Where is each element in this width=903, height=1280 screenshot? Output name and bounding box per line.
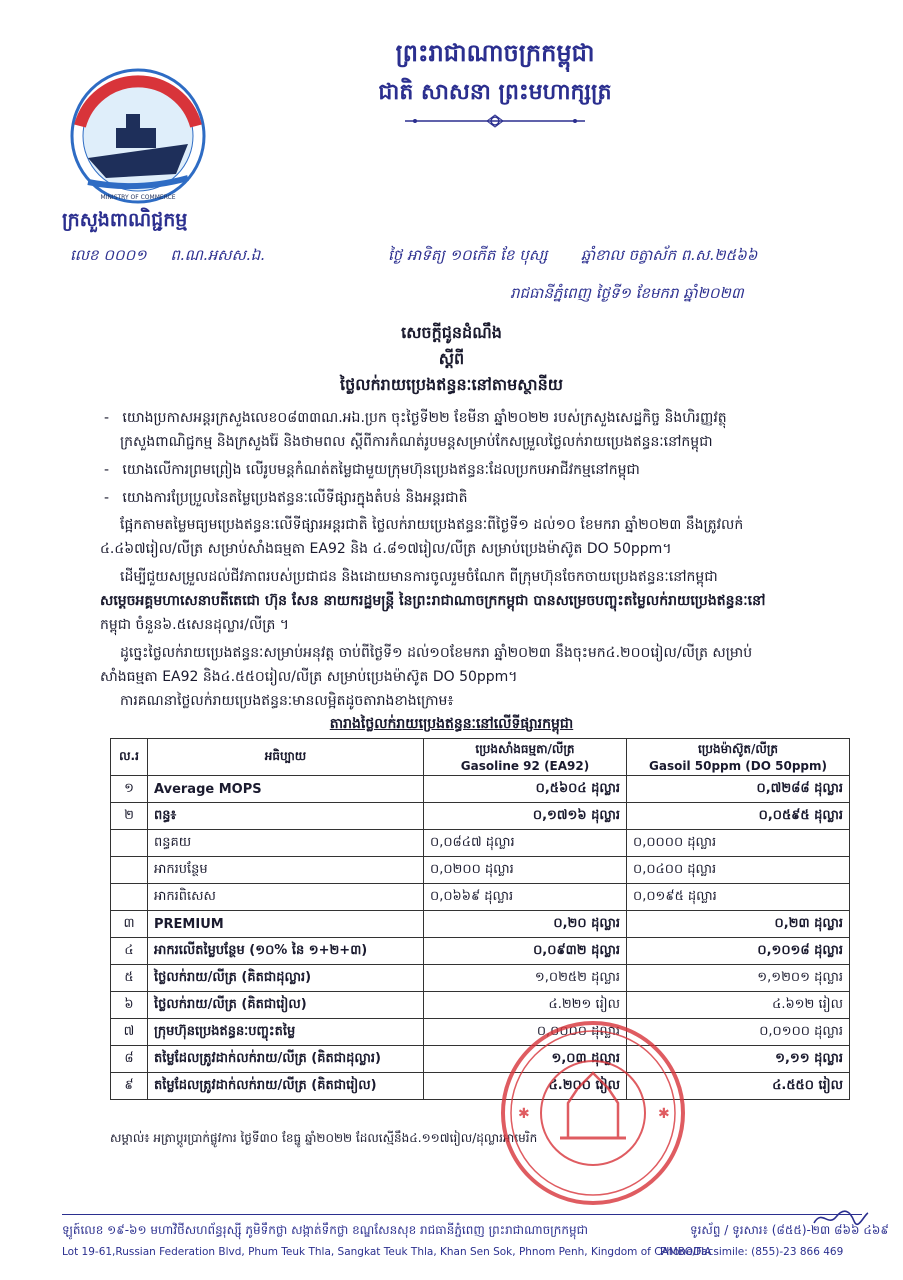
header-no: ល.រ: [111, 739, 148, 776]
row-no: ៤: [111, 938, 148, 965]
row-gasoline: ៤.២២១ រៀល: [424, 992, 627, 1019]
row-desc: ពន្ធ៖: [148, 803, 424, 830]
table-row: [111, 803, 850, 830]
row-diesel: ១,១១ ដុល្លារ: [627, 1046, 850, 1073]
bullet-item: - យោងប្រកាសអន្តរក្រសួងលេខ០៨៣៣ណ.អឯ.ប្រក ចុះថ្ងៃទី២២ ខែមីនា ឆ្នាំ២០២២ របស់ក្រសួងសេដ្ឋកិច្ច និងហិរញ្ញវត្ថុ: [104, 410, 727, 426]
row-no: ៣: [111, 911, 148, 938]
lunar-date: ថ្ងៃ អាទិត្យ ១០កើត ខែ បុស្ស ឆ្នាំខាល ចត្វាស័ក ព.ស.២៥៦៦: [388, 246, 758, 264]
table-row: [111, 1046, 850, 1073]
row-diesel: ០,០១៩៥ ដុល្លារ: [627, 884, 850, 911]
row-diesel: ០,០១០០ ដុល្លារ: [627, 1019, 850, 1046]
row-gasoline: ៤.២០០ រៀល: [424, 1073, 627, 1100]
ministry-logo: [68, 66, 208, 206]
row-diesel: ៤.៥៥០ រៀល: [627, 1073, 850, 1100]
footer-address-kh: ឡូត៍លេខ ១៩-៦១ មហាវិថីសហព័ន្ធរុស្ស៊ី ភូមិទឹកថ្លា សង្កាត់ទឹកថ្លា ខណ្ឌសែនសុខ រាជធានីភ្នំពេញ ព្រះរាជាណាចក្រកម្ពុជា: [62, 1223, 589, 1237]
row-gasoline: ០,០៨៤៧ ដុល្លារ: [424, 830, 627, 857]
notice-subject-label: ស្ដីពី: [438, 349, 465, 368]
footer-phone-en: Phone/Facsimile: (855)-23 866 469: [660, 1246, 844, 1258]
row-desc: Average MOPS: [148, 776, 424, 803]
row-no: ២: [111, 803, 148, 830]
row-diesel: ០,១០១៨ ដុល្លារ: [627, 938, 850, 965]
table-row: [111, 911, 850, 938]
paragraph-line-bold: សម្ដេចអគ្គមហាសេនាបតីតេជោ ហ៊ុន សែន នាយករដ្ឋមន្ត្រី នៃព្រះរាជាណាចក្រកម្ពុជា បានសម្រេចបញ្ចុះតម្លៃលក់រាយប្រេងឥន្ធនៈនៅ: [100, 593, 766, 609]
row-gasoline: ០,០៦៦៩ ដុល្លារ: [424, 884, 627, 911]
row-desc: អាករពិសេស: [148, 884, 424, 911]
ministry-name: ក្រសួងពាណិជ្ជកម្ម: [62, 209, 188, 231]
footer-address-en: Lot 19-61,Russian Federation Blvd, Phum Teuk Thla, Sangkat Teuk Thla, Khan Sen Sok, Phnom Penh, Kingdom of CAMBODIA: [62, 1246, 712, 1258]
row-desc: ពន្ធគយ: [148, 830, 424, 857]
paragraph-line: ការគណនាថ្លៃលក់រាយប្រេងឥន្ធនៈមានលម្អិតដូចតារាងខាងក្រោម៖: [120, 693, 454, 709]
row-diesel: ០,០៥៩៥ ដុល្លារ: [627, 803, 850, 830]
row-desc: ថ្លៃលក់រាយ/លីត្រ (គិតជាដុល្លារ): [148, 965, 424, 992]
bullet-item: - យោងការប្រែប្រួលនៃតម្លៃប្រេងឥន្ធនៈលើទីផ្សារក្នុងតំបន់ និងអន្តរជាតិ: [104, 490, 468, 506]
row-no: ៦: [111, 992, 148, 1019]
table-row: [111, 938, 850, 965]
kingdom-heading: ព្រះរាជាណាចក្រកម្ពុជា: [395, 39, 595, 67]
footer-divider: [62, 1214, 862, 1215]
row-gasoline: ០,៥៦០៤ ដុល្លារ: [424, 776, 627, 803]
row-gasoline: ០,០៩៣២ ដុល្លារ: [424, 938, 627, 965]
row-no: ៩: [111, 1073, 148, 1100]
row-gasoline: ១,០២៥២ ដុល្លារ: [424, 965, 627, 992]
svg-text:✱: ✱: [658, 1106, 670, 1122]
row-no: ៧: [111, 1019, 148, 1046]
table-row: [111, 776, 850, 803]
notice-subject: ថ្លៃលក់រាយប្រេងឥន្ធនៈនៅតាមស្ថានីយ: [340, 375, 563, 394]
row-no: [111, 884, 148, 911]
row-desc: PREMIUM: [148, 911, 424, 938]
row-desc: តម្លៃដែលត្រូវដាក់លក់រាយ/លីត្រ (គិតជារៀល): [148, 1073, 424, 1100]
row-gasoline: ០,០២០០ ដុល្លារ: [424, 857, 627, 884]
footer-phone-kh: ទូរស័ព្ទ / ទូរសារ៖ (៨៥៥)-២៣ ៨៦៦ ៤៦៩: [690, 1223, 889, 1237]
row-diesel: ០,០០០០ ដុល្លារ: [627, 830, 850, 857]
ornament-divider: [395, 114, 595, 128]
price-table: [110, 738, 850, 1100]
official-stamp: [498, 1018, 688, 1208]
row-desc: ក្រុមហ៊ុនប្រេងឥន្ធនៈបញ្ចុះតម្លៃ: [148, 1019, 424, 1046]
paragraph-line: កម្ពុជា ចំនួន៦.៥សេនដុល្លារ/លីត្រ ។: [100, 617, 290, 633]
row-gasoline: ០,០០០០ ដុល្លារ: [424, 1019, 627, 1046]
paragraph-line: ផ្អែកតាមតម្លៃមធ្យមប្រេងឥន្ធនៈលើទីផ្សារអន្តរជាតិ ថ្លៃលក់រាយប្រេងឥន្ធនៈពីថ្ងៃទី១ ដល់១០ ខែមករា ឆ្នាំ២០២៣ នឹងត្រូវលក់: [120, 517, 744, 533]
row-desc: ថ្លៃលក់រាយ/លីត្រ (គិតជារៀល): [148, 992, 424, 1019]
table-row: [111, 884, 850, 911]
bullet-item: - យោងលើការព្រមព្រៀង លើរូបមន្តកំណត់តម្លៃជាមួយក្រុមហ៊ុនប្រេងឥន្ធនៈដែលប្រកបអាជីវកម្មនៅកម្ពុជា: [104, 462, 640, 478]
row-no: [111, 857, 148, 884]
table-header-row: [111, 739, 850, 776]
table-row: [111, 830, 850, 857]
row-no: [111, 830, 148, 857]
row-diesel: ១,១២០១ ដុល្លារ: [627, 965, 850, 992]
reference-number: លេខ ០០០១ ព.ណ.អសស.ឯ.: [70, 246, 265, 264]
row-desc: តម្លៃដែលត្រូវដាក់លក់រាយ/លីត្រ (គិតជាដុល្លារ): [148, 1046, 424, 1073]
svg-text:✱: ✱: [518, 1106, 530, 1122]
place-date: រាជធានីភ្នំពេញ ថ្ងៃទី១ ខែមករា ឆ្នាំ២០២៣: [510, 284, 744, 302]
paragraph-line: ដើម្បីជួយសម្រួលដល់ជីវភាពរបស់ប្រជាជន និងដោយមានការចូលរួមចំណែក ពីក្រុមហ៊ុនចែកចាយប្រេងឥន្ធនៈនៅកម្ពុជា: [120, 569, 718, 585]
table-row: [111, 857, 850, 884]
bullet-item-cont: ក្រសួងពាណិជ្ជកម្ម និងក្រសួងរ៉ែ និងថាមពល ស្ដីពីការកំណត់រូបមន្តសម្រាប់កែសម្រួលថ្លៃលក់រាយប្រេងឥន្ធនៈនៅកម្ពុជា: [120, 434, 713, 450]
header-diesel: ប្រេងម៉ាស៊ូត/លីត្រ Gasoil 50ppm (DO 50ppm): [627, 739, 850, 776]
row-diesel: ៤.៦១២ រៀល: [627, 992, 850, 1019]
row-diesel: ០,៧២៨៨ ដុល្លារ: [627, 776, 850, 803]
row-no: ៥: [111, 965, 148, 992]
row-no: ១: [111, 776, 148, 803]
exchange-rate-note: សម្គាល់៖ អត្រាប្ដូរប្រាក់ផ្លូវការ ថ្ងៃទី៣០ ខែធ្នូ ឆ្នាំ២០២២ ដែលស្មើនឹង៤.១១៧រៀល/ដុល្លារអាមេរិក: [110, 1131, 538, 1145]
paragraph-line: ដូច្នេះថ្លៃលក់រាយប្រេងឥន្ធនៈសម្រាប់អនុវត្ត ចាប់ពីថ្ងៃទី១ ដល់១០ខែមករា ឆ្នាំ២០២៣ នឹងចុះមក៤.២០០រៀល/លីត្រ សម្រាប់: [120, 645, 753, 661]
national-motto: ជាតិ សាសនា ព្រះមហាក្សត្រ: [378, 80, 612, 105]
row-gasoline: ០,១៧១៦ ដុល្លារ: [424, 803, 627, 830]
notice-title: សេចក្ដីជូនដំណឹង: [401, 323, 502, 342]
table-row: [111, 1019, 850, 1046]
row-gasoline: ០,២០ ដុល្លារ: [424, 911, 627, 938]
table-row: [111, 965, 850, 992]
paragraph-line: សាំងធម្មតា EA92 និង៤.៥៥០រៀល/លីត្រ សម្រាប់ប្រេងម៉ាស៊ូត DO 50ppm។: [100, 669, 518, 685]
paragraph-line: ៤.៤៦៧រៀល/លីត្រ សម្រាប់សាំងធម្មតា EA92 និង ៤.៨១៧រៀល/លីត្រ សម្រាប់ប្រេងម៉ាស៊ូត DO 50ppm។: [100, 541, 672, 557]
row-gasoline: ១,០៣ ដុល្លារ: [424, 1046, 627, 1073]
row-no: ៨: [111, 1046, 148, 1073]
row-desc: អាករបន្ថែម: [148, 857, 424, 884]
svg-text:MINISTRY OF COMMERCE: MINISTRY OF COMMERCE: [100, 194, 176, 201]
table-row: [111, 992, 850, 1019]
row-diesel: ០,២៣ ដុល្លារ: [627, 911, 850, 938]
header-gasoline: ប្រេងសាំងធម្មតា/លីត្រ Gasoline 92 (EA92): [424, 739, 627, 776]
row-desc: អាករលើតម្លៃបន្ថែម (១០% នៃ ១+២+៣): [148, 938, 424, 965]
header-desc: អធិប្បាយ: [148, 739, 424, 776]
table-row: [111, 1073, 850, 1100]
table-caption: តារាងថ្លៃលក់រាយប្រេងឥន្ធនៈនៅលើទីផ្សារកម្ពុជា: [329, 716, 574, 732]
row-diesel: ០,០៤០០ ដុល្លារ: [627, 857, 850, 884]
